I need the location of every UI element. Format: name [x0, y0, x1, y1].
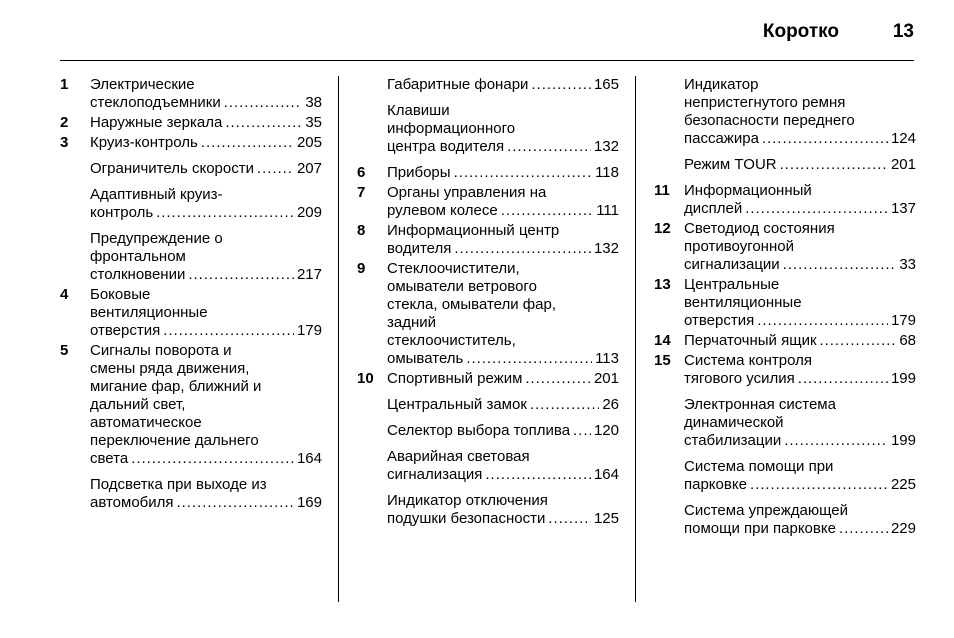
entry-text: непристегнутого ремня	[684, 94, 846, 111]
entry-text: света	[90, 450, 129, 467]
entry-text: тягового усилия	[684, 370, 795, 387]
page-reference: 179	[890, 312, 916, 329]
entry-last-line	[387, 422, 619, 440]
dot-leader	[501, 202, 593, 220]
dot-leader	[757, 312, 888, 330]
index-entry	[357, 370, 619, 388]
dot-leader	[188, 266, 294, 284]
item-number: 13	[654, 276, 671, 293]
entry-text: Габаритные фонари	[387, 76, 529, 93]
entry-text: Информационный	[684, 182, 812, 199]
dot-leader	[573, 422, 591, 440]
page-reference: 118	[595, 164, 619, 181]
index-entry	[654, 502, 916, 538]
entry-text: безопасности переднего	[684, 112, 855, 129]
page-reference: 205	[296, 134, 322, 151]
entry-last-line	[90, 494, 322, 512]
index-entry	[60, 476, 322, 512]
dot-leader	[163, 322, 294, 340]
entry-text: центра водителя	[387, 138, 505, 155]
entry-last-line	[90, 266, 322, 284]
entry-text: Система контроля	[684, 352, 813, 369]
entry-text: Ограничитель скорости	[90, 160, 254, 177]
page-reference: 164	[296, 450, 322, 467]
entry-text: дисплей	[684, 200, 743, 217]
dot-leader	[177, 494, 294, 512]
entry-text: Клавиши	[387, 102, 450, 119]
dot-leader	[525, 370, 591, 388]
dot-leader	[762, 130, 888, 148]
entry-text: омыватель	[387, 350, 464, 367]
entry-text: Центральный замок	[387, 396, 527, 413]
entry-text: Система упреждающей	[684, 502, 848, 519]
index-entry	[357, 448, 619, 484]
entry-last-line	[684, 432, 916, 450]
entry-last-line	[684, 130, 916, 148]
entry-last-line	[684, 520, 916, 538]
entry-text: сигнализация	[387, 466, 483, 483]
entry-last-line	[90, 114, 322, 132]
page-number: 13	[892, 21, 914, 42]
item-number: 2	[60, 114, 69, 131]
index-entry	[357, 260, 619, 368]
page-reference: 199	[890, 432, 916, 449]
dot-leader	[201, 134, 294, 152]
header-rule	[60, 60, 914, 61]
index-entry	[654, 332, 916, 350]
page-reference: 132	[593, 138, 619, 155]
entry-text: Наружные зеркала	[90, 114, 223, 131]
entry-last-line	[684, 312, 916, 330]
item-number: 12	[654, 220, 671, 237]
dot-leader	[131, 450, 294, 468]
entry-last-line	[684, 256, 916, 274]
index-entry	[357, 102, 619, 156]
entry-last-line	[387, 240, 619, 258]
entry-text: Стеклоочистители,	[387, 260, 520, 277]
page-reference: 229	[890, 520, 916, 537]
entry-text: переключение дальнего	[90, 432, 259, 449]
entry-text: Индикатор	[684, 76, 759, 93]
item-number: 14	[654, 332, 671, 349]
page-reference: 169	[296, 494, 322, 511]
entry-last-line	[387, 370, 619, 388]
entry-text: вентиляционные	[684, 294, 802, 311]
entry-text: стеклоподъемники	[90, 94, 221, 111]
index-entry	[60, 342, 322, 468]
entry-text: Адаптивный круиз-	[90, 186, 223, 203]
dot-leader	[530, 396, 599, 414]
index-entry	[357, 76, 619, 94]
page-reference: 35	[305, 114, 322, 131]
entry-text: отверстия	[90, 322, 161, 339]
entry-text: вентиляционные	[90, 304, 208, 321]
page-reference: 179	[296, 322, 322, 339]
item-number: 3	[60, 134, 69, 151]
page-reference: 132	[593, 240, 619, 257]
index-entry	[357, 492, 619, 528]
entry-text: Режим TOUR	[684, 156, 777, 173]
index-entry	[357, 184, 619, 220]
index-entry	[654, 276, 916, 330]
dot-leader	[798, 370, 888, 388]
entry-text: дальний свет,	[90, 396, 186, 413]
page-reference: 164	[593, 466, 619, 483]
dot-leader	[548, 510, 591, 528]
entry-text: Круиз-контроль	[90, 134, 198, 151]
entry-text: стабилизации	[684, 432, 782, 449]
entry-last-line	[387, 350, 619, 368]
page-reference: 120	[593, 422, 619, 439]
entry-last-line	[90, 94, 322, 112]
index-entry	[654, 458, 916, 494]
dot-leader	[454, 240, 591, 258]
entry-text: парковке	[684, 476, 747, 493]
index-entry	[60, 134, 322, 152]
entry-last-line	[90, 134, 322, 152]
entry-last-line	[684, 476, 916, 494]
entry-last-line	[684, 370, 916, 388]
entry-last-line	[90, 160, 322, 178]
entry-text: фронтальном	[90, 248, 186, 265]
item-number: 11	[654, 182, 670, 199]
entry-text: Предупреждение о	[90, 230, 223, 247]
entry-text: пассажира	[684, 130, 759, 147]
entry-last-line	[387, 76, 619, 94]
entry-last-line	[684, 156, 916, 174]
entry-text: динамической	[684, 414, 784, 431]
index-column-2	[357, 76, 619, 536]
index-entry	[60, 160, 322, 178]
item-number: 1	[60, 76, 69, 93]
dot-leader	[257, 160, 294, 178]
entry-text: отверстия	[684, 312, 755, 329]
page-reference: 125	[593, 510, 619, 527]
entry-text: подушки безопасности	[387, 510, 546, 527]
index-entry	[60, 114, 322, 132]
item-number: 5	[60, 342, 69, 359]
page-reference: 68	[899, 332, 916, 349]
entry-text: Аварийная световая	[387, 448, 530, 465]
dot-leader	[784, 432, 888, 450]
entry-text: Информационный центр	[387, 222, 560, 239]
index-column-1	[60, 76, 322, 520]
entry-last-line	[387, 138, 619, 156]
entry-last-line	[90, 322, 322, 340]
item-number: 8	[357, 222, 366, 239]
entry-text: смены ряда движения,	[90, 360, 250, 377]
index-entry	[654, 156, 916, 174]
entry-text: мигание фар, ближний и	[90, 378, 262, 395]
item-number: 10	[357, 370, 374, 387]
page-reference: 201	[890, 156, 916, 173]
page-reference: 217	[296, 266, 322, 283]
item-number: 4	[60, 286, 69, 303]
index-entry	[357, 164, 619, 182]
index-entry	[357, 222, 619, 258]
entry-text: омыватели ветрового	[387, 278, 537, 295]
entry-last-line	[684, 200, 916, 218]
section-title: Коротко	[762, 21, 839, 42]
entry-last-line	[387, 396, 619, 414]
entry-text: Электронная система	[684, 396, 836, 413]
entry-text: задний	[387, 314, 437, 331]
entry-text: Индикатор отключения	[387, 492, 548, 509]
entry-text: Светодиод состояния	[684, 220, 835, 237]
dot-leader	[507, 138, 591, 156]
entry-text: Приборы	[387, 164, 451, 181]
entry-text: автоматическое	[90, 414, 202, 431]
dot-leader	[466, 350, 592, 368]
index-entry	[654, 76, 916, 148]
entry-text: сигнализации	[684, 256, 780, 273]
dot-leader	[485, 466, 591, 484]
entry-last-line	[387, 164, 619, 182]
page-reference: 225	[890, 476, 916, 493]
dot-leader	[820, 332, 897, 350]
entry-text: противоугонной	[684, 238, 794, 255]
item-number: 9	[357, 260, 366, 277]
page-reference: 199	[890, 370, 916, 387]
dot-leader	[224, 94, 303, 112]
dot-leader	[156, 204, 294, 222]
index-entry	[60, 76, 322, 112]
page-reference: 207	[296, 160, 322, 177]
entry-last-line	[387, 202, 619, 220]
column-divider	[338, 76, 339, 602]
page-reference: 201	[593, 370, 619, 387]
dot-leader	[454, 164, 593, 182]
column-divider	[635, 76, 636, 602]
entry-text: стеклоочиститель,	[387, 332, 516, 349]
entry-last-line	[90, 450, 322, 468]
page-reference: 209	[296, 204, 322, 221]
index-column-3	[654, 76, 916, 546]
page-reference: 124	[890, 130, 916, 147]
page-reference: 113	[595, 350, 619, 367]
dot-leader	[531, 76, 591, 94]
entry-text: Селектор выбора топлива	[387, 422, 571, 439]
index-entry	[357, 422, 619, 440]
dot-leader	[780, 156, 888, 174]
entry-text: рулевом колесе	[387, 202, 498, 219]
entry-text: Спортивный режим	[387, 370, 523, 387]
entry-text: Электрические	[90, 76, 195, 93]
index-entry	[60, 230, 322, 284]
entry-text: Боковые	[90, 286, 151, 303]
page-reference: 38	[305, 94, 322, 111]
entry-text: автомобиля	[90, 494, 174, 511]
index-entry	[654, 182, 916, 218]
entry-text: контроль	[90, 204, 154, 221]
entry-text: информационного	[387, 120, 516, 137]
item-number: 15	[654, 352, 671, 369]
dot-leader	[783, 256, 897, 274]
dot-leader	[839, 520, 888, 538]
entry-text: Центральные	[684, 276, 780, 293]
index-entry	[654, 220, 916, 274]
item-number: 6	[357, 164, 366, 181]
entry-text: Сигналы поворота и	[90, 342, 232, 359]
index-entry	[654, 396, 916, 450]
entry-last-line	[684, 332, 916, 350]
entry-last-line	[90, 204, 322, 222]
page-reference: 137	[890, 200, 916, 217]
entry-text: Органы управления на	[387, 184, 547, 201]
entry-text: стекла, омыватели фар,	[387, 296, 556, 313]
page-reference: 26	[602, 396, 619, 413]
entry-text: Подсветка при выходе из	[90, 476, 267, 493]
entry-text: Система помощи при	[684, 458, 834, 475]
dot-leader	[745, 200, 888, 218]
entry-text: Перчаточный ящик	[684, 332, 817, 349]
index-entry	[357, 396, 619, 414]
page-reference: 111	[596, 202, 619, 219]
entry-text: помощи при парковке	[684, 520, 836, 537]
index-entry	[60, 286, 322, 340]
item-number: 7	[357, 184, 366, 201]
entry-text: водителя	[387, 240, 452, 257]
index-entry	[60, 186, 322, 222]
dot-leader	[750, 476, 888, 494]
entry-text: столкновении	[90, 266, 186, 283]
entry-last-line	[387, 466, 619, 484]
page-reference: 165	[593, 76, 619, 93]
page-reference: 33	[899, 256, 916, 273]
index-entry	[654, 352, 916, 388]
dot-leader	[225, 114, 302, 132]
entry-last-line	[387, 510, 619, 528]
